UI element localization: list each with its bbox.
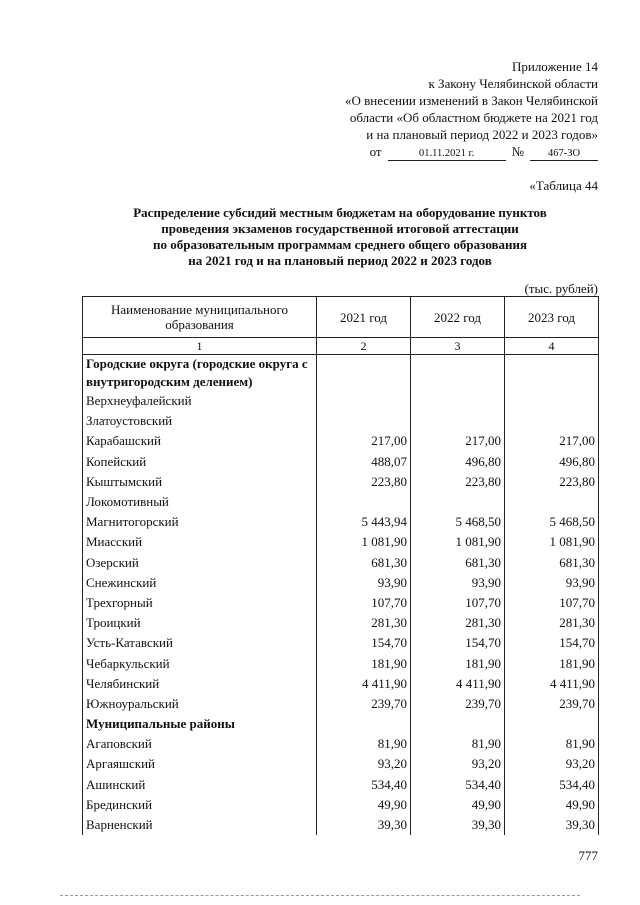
title-line: на 2021 год и на плановый период 2022 и 2023 годов [188,253,492,268]
municipality-name: Трехгорный [83,593,317,613]
table-row [83,532,599,552]
table-reference: «Таблица 44 [529,178,598,193]
subsidy-2021: 239,70 [317,694,411,714]
group-row-city-districts [83,355,599,392]
municipality-name: Агаповский [83,734,317,754]
subsidy-2022 [411,391,505,411]
subsidy-2023: 81,90 [505,734,599,754]
table-row [83,734,599,754]
subsidy-2023: 217,00 [505,431,599,451]
law-date: 01.11.2021 г. [388,147,506,161]
subsidy-2021 [317,492,411,512]
law-date-number [268,143,598,161]
subsidy-2021: 81,90 [317,734,411,754]
table-row [83,573,599,593]
column-header-2023: 2023 год [505,297,599,338]
subsidy-2021: 681,30 [317,553,411,573]
subsidy-2022: 4 411,90 [411,674,505,694]
subsidy-2021: 39,30 [317,815,411,835]
subsidy-2022: 93,20 [411,754,505,774]
title-line: проведения экзаменов государственной итоговой аттестации [161,221,519,236]
municipality-name: Ашинский [83,775,317,795]
subsidy-2022: 93,90 [411,573,505,593]
municipality-name: Челябинский [83,674,317,694]
subsidy-2023 [505,492,599,512]
subsidy-2022: 496,80 [411,452,505,472]
table-row [83,411,599,431]
subsidy-2021: 1 081,90 [317,532,411,552]
subsidy-2021 [317,391,411,411]
subsidy-2021: 217,00 [317,431,411,451]
law-number: 467-ЗО [530,147,598,161]
subsidy-2021: 534,40 [317,775,411,795]
subsidy-2021: 223,80 [317,472,411,492]
municipality-name: Снежинский [83,573,317,593]
subsidy-2023: 496,80 [505,452,599,472]
municipality-name: Златоустовский [83,411,317,431]
subsidy-2021: 5 443,94 [317,512,411,532]
subsidy-2021: 181,90 [317,653,411,673]
table-body [83,355,599,836]
table-row [83,653,599,673]
subsidy-2023: 534,40 [505,775,599,795]
subsidy-2023: 49,90 [505,795,599,815]
appendix-line: к Закону Челябинской области [428,76,598,91]
subsidy-2023: 281,30 [505,613,599,633]
subsidy-table [82,296,599,835]
subsidy-2022: 81,90 [411,734,505,754]
table-row [83,754,599,774]
municipality-name: Миасский [83,532,317,552]
subsidy-2023: 223,80 [505,472,599,492]
subsidy-2021: 107,70 [317,593,411,613]
column-number: 3 [411,338,505,355]
table-row [83,391,599,411]
subsidy-2021: 93,90 [317,573,411,593]
municipality-name: Кыштымский [83,472,317,492]
column-number: 1 [83,338,317,355]
subsidy-2022: 5 468,50 [411,512,505,532]
table-row [83,431,599,451]
subsidy-2022: 181,90 [411,653,505,673]
page-number: 777 [578,848,598,863]
municipality-name: Аргаяшский [83,754,317,774]
subsidy-2021 [317,411,411,431]
subsidy-2022: 49,90 [411,795,505,815]
column-header-2022: 2022 год [411,297,505,338]
municipality-name: Локомотивный [83,492,317,512]
date-prefix: от [369,144,382,159]
column-number: 2 [317,338,411,355]
municipality-name: Чебаркульский [83,653,317,673]
municipality-name: Озерский [83,553,317,573]
subsidy-2023: 154,70 [505,633,599,653]
subsidy-2023: 181,90 [505,653,599,673]
table-row [83,795,599,815]
title-line: Распределение субсидий местным бюджетам на оборудование пунктов [133,205,547,220]
table-row [83,775,599,795]
appendix-line: области «Об областном бюджете на 2021 год [349,110,598,125]
subsidy-2022: 39,30 [411,815,505,835]
subsidy-2023: 681,30 [505,553,599,573]
subsidy-2023 [505,411,599,431]
subsidy-2022: 239,70 [411,694,505,714]
municipality-name: Верхнеуфалейский [83,391,317,411]
subsidy-2023: 4 411,90 [505,674,599,694]
subsidy-2023: 1 081,90 [505,532,599,552]
appendix-line: «О внесении изменений в Закон Челябинской [344,93,598,108]
table-row [83,815,599,835]
municipality-name: Усть-Катавский [83,633,317,653]
municipality-name: Брединский [83,795,317,815]
subsidy-2023: 107,70 [505,593,599,613]
column-number: 4 [505,338,599,355]
subsidy-2022 [411,492,505,512]
subsidy-2022: 154,70 [411,633,505,653]
group-row-municipal-districts [83,714,599,734]
table-row [83,452,599,472]
subsidy-2021: 281,30 [317,613,411,633]
subsidy-2023: 93,20 [505,754,599,774]
appendix-line: Приложение 14 [511,59,598,74]
subsidy-2022: 223,80 [411,472,505,492]
subsidy-2021: 4 411,90 [317,674,411,694]
table-row [83,553,599,573]
appendix-line: и на плановый период 2022 и 2023 годов» [366,127,598,142]
units-label: (тыс. рублей) [524,281,598,296]
column-header-2021: 2021 год [317,297,411,338]
subsidy-2021: 93,20 [317,754,411,774]
subsidy-2021: 488,07 [317,452,411,472]
subsidy-2023: 93,90 [505,573,599,593]
subsidy-2022: 1 081,90 [411,532,505,552]
subsidy-2021: 49,90 [317,795,411,815]
document-title [60,205,620,269]
subsidy-2023: 239,70 [505,694,599,714]
table-row [83,613,599,633]
table-row [83,472,599,492]
subsidy-2022 [411,411,505,431]
municipality-name: Магнитогорский [83,512,317,532]
municipality-name: Южноуральский [83,694,317,714]
municipality-name: Троицкий [83,613,317,633]
title-line: по образовательным программам среднего общего образования [152,237,528,252]
table-row [83,593,599,613]
municipality-name: Карабашский [83,431,317,451]
group-heading: Муниципальные районы [83,714,317,734]
table-row [83,674,599,694]
subsidy-2021: 154,70 [317,633,411,653]
subsidy-2022: 534,40 [411,775,505,795]
subsidy-2023: 39,30 [505,815,599,835]
page-edge-divider [60,895,580,896]
group-heading: Городские округа (городские округа с внутригородским делением) [83,355,317,392]
subsidy-2023: 5 468,50 [505,512,599,532]
table-row [83,492,599,512]
number-prefix: № [511,144,524,159]
subsidy-2023 [505,391,599,411]
appendix-header [268,58,598,161]
table-row [83,512,599,532]
municipality-name: Копейский [83,452,317,472]
subsidy-2022: 107,70 [411,593,505,613]
municipality-name: Варненский [83,815,317,835]
table-row [83,694,599,714]
column-header-name: Наименование муниципального образования [83,297,317,338]
table-row [83,633,599,653]
subsidy-2022: 217,00 [411,431,505,451]
subsidy-2022: 281,30 [411,613,505,633]
subsidy-2022: 681,30 [411,553,505,573]
